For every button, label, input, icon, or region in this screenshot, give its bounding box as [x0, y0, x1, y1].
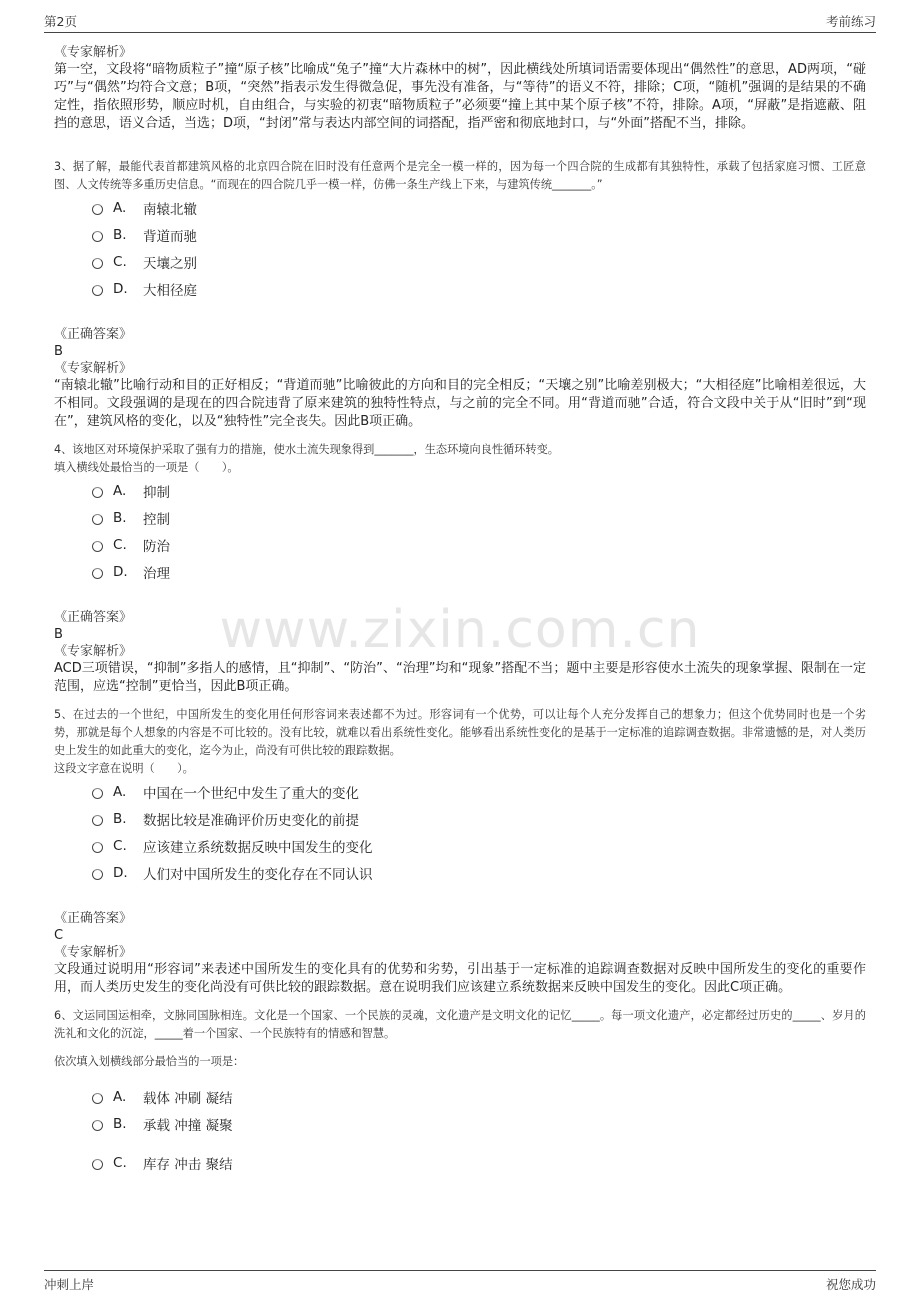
- q5-option-c[interactable]: [92, 832, 866, 859]
- q3-option-c[interactable]: [92, 248, 866, 275]
- option-letter: B .: [113, 227, 135, 243]
- option-text: 数据比较是准确评价历史变化的前提: [143, 812, 359, 829]
- q6-question: 6、文运同国运相牵，文脉同国脉相连。文化是一个国家、一个民族的灵魂，文化遗产是文明文化的记忆_____。每一项文化遗产，必定都经过历史的_____、岁月的洗礼和文化的沉淀，_____着一个国家、一个民族特有的情感和智慧。: [54, 1009, 866, 1040]
- radio-icon[interactable]: [92, 231, 103, 242]
- option-text: 库存 冲击 聚结: [143, 1156, 233, 1173]
- q4-answer: B: [54, 627, 63, 642]
- option-text: 抑制: [143, 484, 170, 501]
- option-letter: B .: [113, 510, 135, 526]
- answer-label: 《正确答案》: [54, 327, 133, 342]
- option-text: 人们对中国所发生的变化存在不同认识: [143, 866, 373, 883]
- option-text: 天壤之别: [143, 255, 197, 272]
- radio-icon[interactable]: [92, 842, 103, 853]
- q5-option-d[interactable]: [92, 859, 866, 886]
- option-letter: D .: [113, 865, 135, 881]
- option-letter: A .: [113, 784, 135, 800]
- footer-left-text: 冲刺上岸: [44, 1277, 95, 1292]
- radio-icon[interactable]: [92, 815, 103, 826]
- analysis-label: 《专家解析》: [54, 361, 133, 376]
- q4-option-d[interactable]: [92, 558, 866, 585]
- q3-answer: B: [54, 344, 63, 359]
- answer-label: 《正确答案》: [54, 610, 133, 625]
- q4-prompt: 填入横线处最恰当的一项是（ ）。: [54, 461, 239, 474]
- option-text: 承载 冲撞 凝聚: [143, 1117, 233, 1134]
- radio-icon[interactable]: [92, 285, 103, 296]
- radio-icon[interactable]: [92, 541, 103, 552]
- q5-options: [92, 778, 866, 886]
- option-text: 南辕北辙: [143, 201, 197, 218]
- option-letter: B .: [113, 811, 135, 827]
- q4-option-a[interactable]: [92, 477, 866, 504]
- q3-option-b[interactable]: [92, 221, 866, 248]
- header-title: 考前练习: [825, 14, 876, 29]
- q3-analysis: “南辕北辙”比喻行动和目的正好相反；“背道而驰”比喻彼此的方向和目的完全相反；“天壤之别”比喻差别极大；“大相径庭”比喻相差很远，大不相同。文段强调的是现在的四合院违背了原来建筑的独特性特点，与之前的完全不同。用“背道而驰”合适，符合文段中关于从“旧时”到“现在”，建筑风格的变化，以及“独特性”完全丧失。因此B项正确。: [54, 378, 866, 429]
- option-text: 治理: [143, 565, 170, 582]
- radio-icon[interactable]: [92, 204, 103, 215]
- radio-icon[interactable]: [92, 1159, 103, 1170]
- q5-answer: C: [54, 928, 64, 943]
- q3-option-d[interactable]: [92, 275, 866, 302]
- option-letter: A .: [113, 1089, 135, 1105]
- option-text: 大相径庭: [143, 282, 197, 299]
- radio-icon[interactable]: [92, 1120, 103, 1131]
- radio-icon[interactable]: [92, 869, 103, 880]
- q4-question: 4、该地区对环境保护采取了强有力的措施，使水土流失现象得到_______，生态环境向良性循环转变。: [54, 443, 559, 456]
- q6-option-c[interactable]: [92, 1149, 866, 1176]
- page-footer: [44, 1270, 876, 1295]
- q6-prompt: 依次填入划横线部分最恰当的一项是：: [54, 1055, 245, 1068]
- watermark: www.zixin.com.cn: [219, 600, 701, 660]
- option-text: 防治: [143, 538, 170, 555]
- q4-option-c[interactable]: [92, 531, 866, 558]
- page-number: 第2页: [44, 14, 77, 29]
- radio-icon[interactable]: [92, 258, 103, 269]
- option-letter: B .: [113, 1116, 135, 1132]
- answer-label: 《正确答案》: [54, 911, 133, 926]
- option-text: 载体 冲刷 凝结: [143, 1090, 233, 1107]
- radio-icon[interactable]: [92, 487, 103, 498]
- option-letter: C .: [113, 254, 135, 270]
- q2-analysis: 第一空，文段将“暗物质粒子”撞“原子核”比喻成“兔子”撞“大片森林中的树”，因此横线处所填词语需要体现出“偶然性”的意思，AD两项，“碰巧”与“偶然”均符合文意；B项，“突然”指表示发生得微急促，事先没有准备，与“等待”的语义不符，排除；C项，“随机”强调的是结果的不确定性，指依照形势，顺应时机，自由组合，与实验的初衷“暗物质粒子”必须要“撞上其中某个原子核”不符，排除。A项，“屏蔽”是指遮蔽、阻挡的意思，语义合适，当选；D项，“封闭”常与表达内部空间的词搭配，指严密和彻底地封口，与“外面”搭配不当，排除。: [54, 62, 866, 131]
- option-letter: D .: [113, 281, 135, 297]
- footer-right-text: 祝您成功: [825, 1277, 876, 1292]
- option-letter: C .: [113, 1155, 135, 1171]
- option-letter: D .: [113, 564, 135, 580]
- q5-option-a[interactable]: [92, 778, 866, 805]
- analysis-label: 《专家解析》: [54, 45, 133, 60]
- q6-option-a[interactable]: [92, 1083, 866, 1110]
- q6-options: [92, 1083, 866, 1176]
- radio-icon[interactable]: [92, 568, 103, 579]
- option-letter: C .: [113, 838, 135, 854]
- radio-icon[interactable]: [92, 514, 103, 525]
- option-letter: A .: [113, 483, 135, 499]
- option-text: 控制: [143, 511, 170, 528]
- q4-options: [92, 477, 866, 585]
- q5-analysis: 文段通过说明用“形容词”来表述中国所发生的变化具有的优势和劣势，引出基于一定标准的追踪调查数据对反映中国所发生的变化的重要作用，而人类历史发生的变化尚没有可供比较的跟踪数据。意在说明我们应该建立系统数据来反映中国发生的变化。因此C项正确。: [54, 962, 866, 995]
- q4-option-b[interactable]: [92, 504, 866, 531]
- option-letter: A .: [113, 200, 135, 216]
- option-text: 应该建立系统数据反映中国发生的变化: [143, 839, 373, 856]
- analysis-label: 《专家解析》: [54, 945, 133, 960]
- q3-question: 3、据了解，最能代表首都建筑风格的北京四合院在旧时没有任意两个是完全一模一样的，因为每一个四合院的生成都有其独特性，承载了包括家庭习惯、工匠意图、人文传统等多重历史信息。“而现在的四合院几乎一模一样，仿佛一条生产线上下来，与建筑传统_______。”: [54, 160, 866, 191]
- option-text: 背道而驰: [143, 228, 197, 245]
- document-body: [54, 44, 866, 1176]
- analysis-label: 《专家解析》: [54, 644, 133, 659]
- q5-prompt: 这段文字意在说明（ ）。: [54, 762, 194, 775]
- radio-icon[interactable]: [92, 1093, 103, 1104]
- q4-analysis: ACD三项错误，“抑制”多指人的感情，且“抑制”、“防治”、“治理”均和“现象”搭配不当；题中主要是形容使水土流失的现象掌握、限制在一定范围，应选“控制”更恰当，因此B项正确。: [54, 661, 866, 694]
- q5-question: 5、在过去的一个世纪，中国所发生的变化用任何形容词来表述都不为过。形容词有一个优势，可以让每个人充分发挥自己的想象力；但这个优势同时也是一个劣势，那就是每个人想象的内容是不可比较的。没有比较，就难以看出系统性变化。能够看出系统性变化的是基于一定标准的追踪调查数据。非常遗憾的是，对人类历史上发生的如此重大的变化，迄今为止，尚没有可供比较的跟踪数据。: [54, 708, 866, 757]
- q3-options: [92, 194, 866, 302]
- option-letter: C .: [113, 537, 135, 553]
- q5-option-b[interactable]: [92, 805, 866, 832]
- option-text: 中国在一个世纪中发生了重大的变化: [143, 785, 359, 802]
- q3-option-a[interactable]: [92, 194, 866, 221]
- q6-option-b[interactable]: [92, 1110, 866, 1137]
- radio-icon[interactable]: [92, 788, 103, 799]
- page-header: [44, 10, 876, 33]
